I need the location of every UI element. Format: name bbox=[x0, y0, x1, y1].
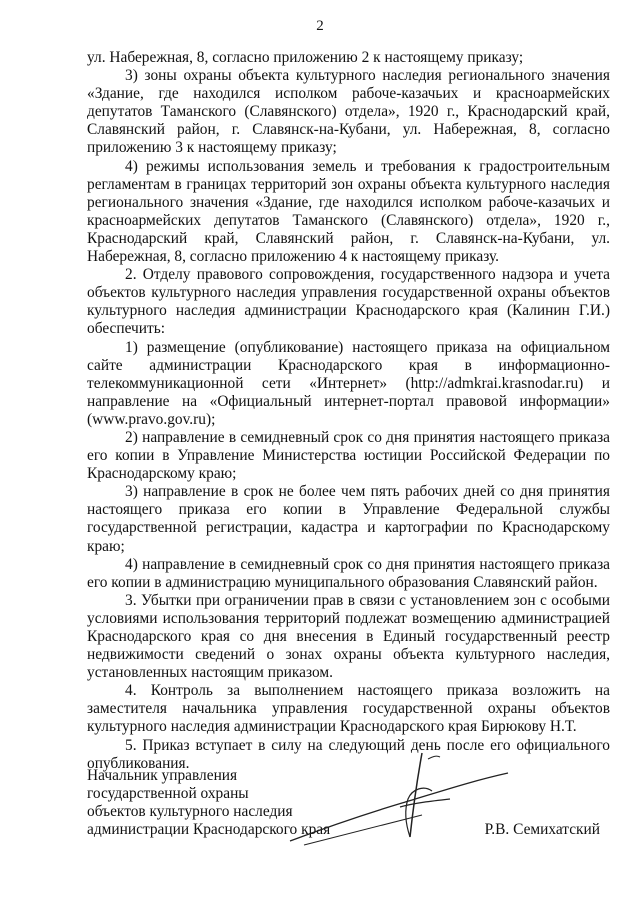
paragraph-clause-4: 4. Контроль за выполнением настоящего приказа возложить на заместителя начальника управления государственной охраны объектов культурного наследия администрации Краснодарского края Бирюкову Н.Т. bbox=[87, 682, 610, 736]
signer-position-line: государственной охраны bbox=[87, 785, 249, 803]
paragraph-subitem-1: 1) размещение (опубликование) настоящего приказа на официальном сайте администрации Краснодарского края в информационно-телекоммуникационной сети «Интернет» (http://admkrai.krasnodar.ru) и направление на «Официальный интернет-портал правовой информации» (www.pravo.gov.ru); bbox=[87, 338, 610, 428]
signer-position-line: объектов культурного наследия bbox=[87, 803, 293, 821]
handwritten-signature bbox=[282, 745, 512, 855]
signer-position-line: Начальник управления bbox=[87, 767, 238, 784]
paragraph-item-4: 4) режимы использования земель и требования к градостроительным регламентам в границах территорий зон охраны объекта культурного наследия регионального значения «Здание, где находился исполком рабоче-казачьих и красноармейских депутатов Таманского (Славянского) отдела», 1920 г., Краснодарский край, Славянский район, г. Славянск-на-Кубани, ул. Набережная, 8, согласно приложению 4 к настоящему приказу. bbox=[87, 157, 610, 266]
paragraph-clause-5: 5. Приказ вступает в силу на следующий день после его официального опубликования. bbox=[87, 736, 610, 772]
paragraph-subitem-4: 4) направление в семидневный срок со дня принятия настоящего приказа его копии в администрацию муниципального образования Славянский район. bbox=[87, 555, 610, 591]
paragraph-continuation: ул. Набережная, 8, согласно приложению 2 к настоящему приказу; bbox=[87, 49, 524, 66]
page-number: 2 bbox=[316, 18, 324, 34]
signer-name: Р.В. Семихатский bbox=[484, 821, 600, 838]
paragraph-subitem-3: 3) направление в срок не более чем пять рабочих дней со дня принятия настоящего приказа его копии в Управление Федеральной службы государственной регистрации, кадастра и картографии по Краснодарскому краю; bbox=[87, 483, 610, 555]
paragraph-clause-3: 3. Убытки при ограничении прав в связи с установлением зон с особыми условиями использования территорий подлежат возмещению администрацией Краснодарского края со дня внесения в Единый государственный реестр недвижимости сведений о зонах охраны объекта культурного наследия, установленных настоящим приказом. bbox=[87, 591, 610, 682]
document-body bbox=[87, 49, 610, 773]
paragraph-subitem-2: 2) направление в семидневный срок со дня принятия настоящего приказа его копии в Управление Министерства юстиции Российской Федерации по Краснодарскому краю; bbox=[87, 428, 610, 483]
signer-position-line: администрации Краснодарского края bbox=[87, 821, 331, 839]
paragraph-clause-2: 2. Отделу правового сопровождения, государственного надзора и учета объектов культурного наследия управления государственной охраны объектов культурного наследия администрации Краснодарского края (Калинин Г.И.) обеспечить: bbox=[87, 266, 610, 338]
signature-block bbox=[87, 767, 610, 857]
paragraph-item-3: 3) зоны охраны объекта культурного наследия регионального значения «Здание, где находился исполком рабоче-казачьих и красноармейских депутатов Таманского (Славянского) отдела», 1920 г., Краснодарский край, Славянский район, г. Славянск-на-Кубани, ул. Набережная, 8, согласно приложению 3 к настоящему приказу; bbox=[87, 67, 610, 157]
